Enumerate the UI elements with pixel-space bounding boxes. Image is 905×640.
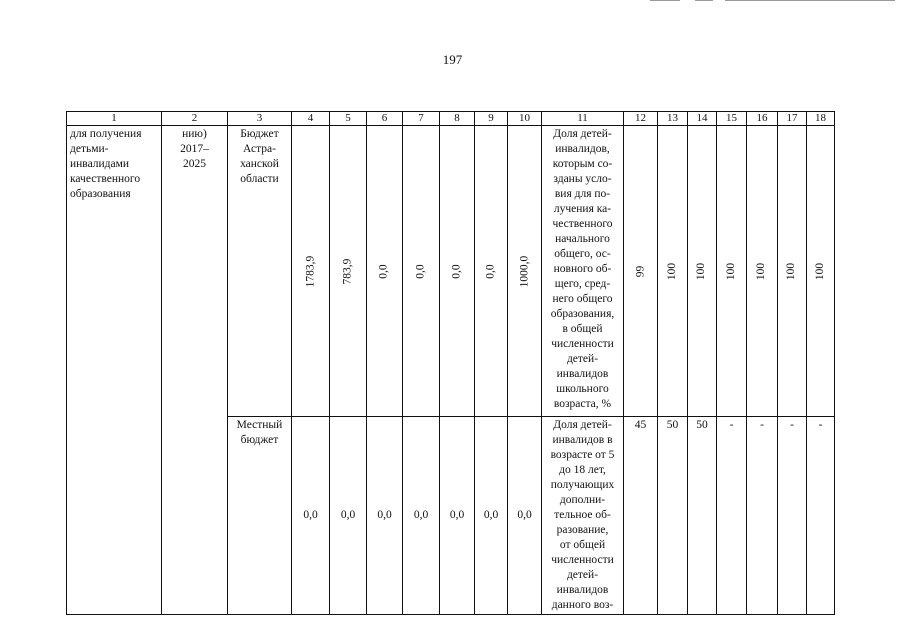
text-line: 2025 — [183, 158, 206, 170]
text-line: Доля детей- — [553, 419, 612, 431]
text-line: которым со- — [552, 158, 613, 170]
target-cell — [688, 126, 717, 417]
text-line: разование, — [556, 524, 609, 536]
header-cell: 2 — [162, 112, 228, 126]
text-line: получающих — [550, 479, 615, 491]
text-line: вия для по- — [554, 188, 611, 200]
program-table — [66, 111, 835, 615]
text-line: детей- — [566, 569, 599, 581]
value-text: 0,0 — [414, 263, 427, 279]
header-cell: 12 — [624, 112, 658, 126]
value-cell — [330, 126, 367, 417]
header-cell: 5 — [330, 112, 367, 126]
text-line: Астра- — [243, 143, 276, 155]
target-cell: 50 — [658, 417, 688, 615]
text-line: начального — [555, 233, 610, 245]
target-cell: 45 — [624, 417, 658, 615]
header-cell: 14 — [688, 112, 717, 126]
header-cell: 6 — [367, 112, 403, 126]
period-cell — [162, 126, 228, 615]
text-line: чественного — [552, 218, 613, 230]
text-line: детьми- — [70, 143, 109, 155]
target-cell: - — [778, 417, 807, 615]
header-cell: 7 — [403, 112, 440, 126]
indicator-cell — [542, 126, 624, 417]
target-cell — [778, 126, 807, 417]
target-text: 100 — [695, 262, 708, 280]
header-cell: 13 — [658, 112, 688, 126]
value-cell: 0,0 — [440, 417, 475, 615]
text-line: новного об- — [553, 263, 612, 275]
text-line: Бюджет — [240, 128, 279, 140]
target-cell: 50 — [688, 417, 717, 615]
text-line: него общего — [552, 293, 613, 305]
value-cell: 0,0 — [367, 417, 403, 615]
value-cell — [508, 126, 542, 417]
header-cell: 15 — [717, 112, 747, 126]
text-line: образования — [70, 188, 131, 200]
header-cell: 3 — [228, 112, 292, 126]
value-cell — [475, 126, 508, 417]
target-cell — [807, 126, 835, 417]
target-cell — [624, 126, 658, 417]
value-cell: 0,0 — [508, 417, 542, 615]
text-line: инвалидов — [556, 584, 609, 596]
header-cell: 8 — [440, 112, 475, 126]
text-line: от общей — [559, 539, 606, 551]
text-line: численности — [551, 554, 614, 566]
text-line: инвалидами — [70, 158, 130, 170]
value-text: 0,0 — [378, 263, 390, 279]
header-cell: 17 — [778, 112, 807, 126]
funding-source-cell — [228, 417, 292, 615]
target-text: 100 — [666, 262, 678, 280]
text-line: до 18 лет, — [559, 464, 606, 476]
text-line: для получения — [70, 128, 142, 140]
text-line: образования, — [550, 308, 615, 320]
text-line: инвалидов в — [552, 434, 613, 446]
text-line: школьного — [556, 383, 609, 395]
text-line: области — [240, 173, 279, 185]
text-line: Доля детей- — [553, 128, 612, 140]
target-cell: - — [807, 417, 835, 615]
text-line: нию) — [182, 128, 207, 140]
text-line: лучения ка- — [553, 203, 612, 215]
value-text: 0,0 — [450, 263, 463, 279]
header-cell: 11 — [542, 112, 624, 126]
target-cell — [747, 126, 778, 417]
value-cell — [292, 126, 330, 417]
indicator-cell — [542, 417, 624, 615]
text-line: в общей — [562, 323, 603, 335]
text-line: 2017– — [180, 143, 209, 155]
value-cell: 0,0 — [475, 417, 508, 615]
funding-source-cell — [228, 126, 292, 417]
text-line: щего, сред- — [554, 278, 611, 290]
value-text: 783,9 — [341, 258, 354, 284]
target-text: 100 — [725, 262, 737, 280]
header-cell: 9 — [475, 112, 508, 126]
target-cell — [658, 126, 688, 417]
table-row — [67, 126, 835, 417]
value-cell: 0,0 — [292, 417, 330, 615]
text-line: данного воз- — [551, 599, 614, 611]
target-cell: - — [717, 417, 747, 615]
value-cell: 0,0 — [403, 417, 440, 615]
text-line: инвалидов, — [555, 143, 610, 155]
text-line: ханской — [240, 158, 279, 170]
value-text: 0,0 — [484, 263, 497, 279]
target-text: 100 — [814, 262, 826, 280]
text-line: детей- — [566, 353, 599, 365]
value-cell — [440, 126, 475, 417]
value-text: 1783,9 — [304, 255, 316, 287]
header-cell: 4 — [292, 112, 330, 126]
target-text: 100 — [785, 262, 798, 280]
text-line: общего, ос- — [554, 248, 611, 260]
value-text: 1000,0 — [518, 255, 530, 287]
text-line: инвалидов — [556, 368, 609, 380]
task-description-cell — [67, 126, 162, 615]
scan-edge-marks — [650, 0, 900, 2]
value-cell — [403, 126, 440, 417]
target-cell: - — [747, 417, 778, 615]
value-cell: 0,0 — [330, 417, 367, 615]
header-cell: 18 — [807, 112, 835, 126]
target-text: 99 — [634, 265, 646, 277]
text-line: зданы усло- — [553, 173, 612, 185]
header-cell: 16 — [747, 112, 778, 126]
page-number: 197 — [442, 52, 463, 67]
target-cell — [717, 126, 747, 417]
text-line: бюджет — [240, 434, 279, 446]
text-line: качественного — [70, 173, 141, 185]
header-row — [67, 112, 835, 126]
value-cell — [367, 126, 403, 417]
text-line: возрасте от 5 — [550, 449, 615, 461]
text-line: Местный — [236, 419, 283, 431]
text-line: дополни- — [559, 494, 606, 506]
text-line: тельное об- — [554, 509, 611, 521]
target-text: 100 — [755, 262, 768, 280]
text-line: численности — [551, 338, 614, 350]
header-cell: 10 — [508, 112, 542, 126]
header-cell: 1 — [67, 112, 162, 126]
text-line: возраста, % — [553, 398, 612, 410]
